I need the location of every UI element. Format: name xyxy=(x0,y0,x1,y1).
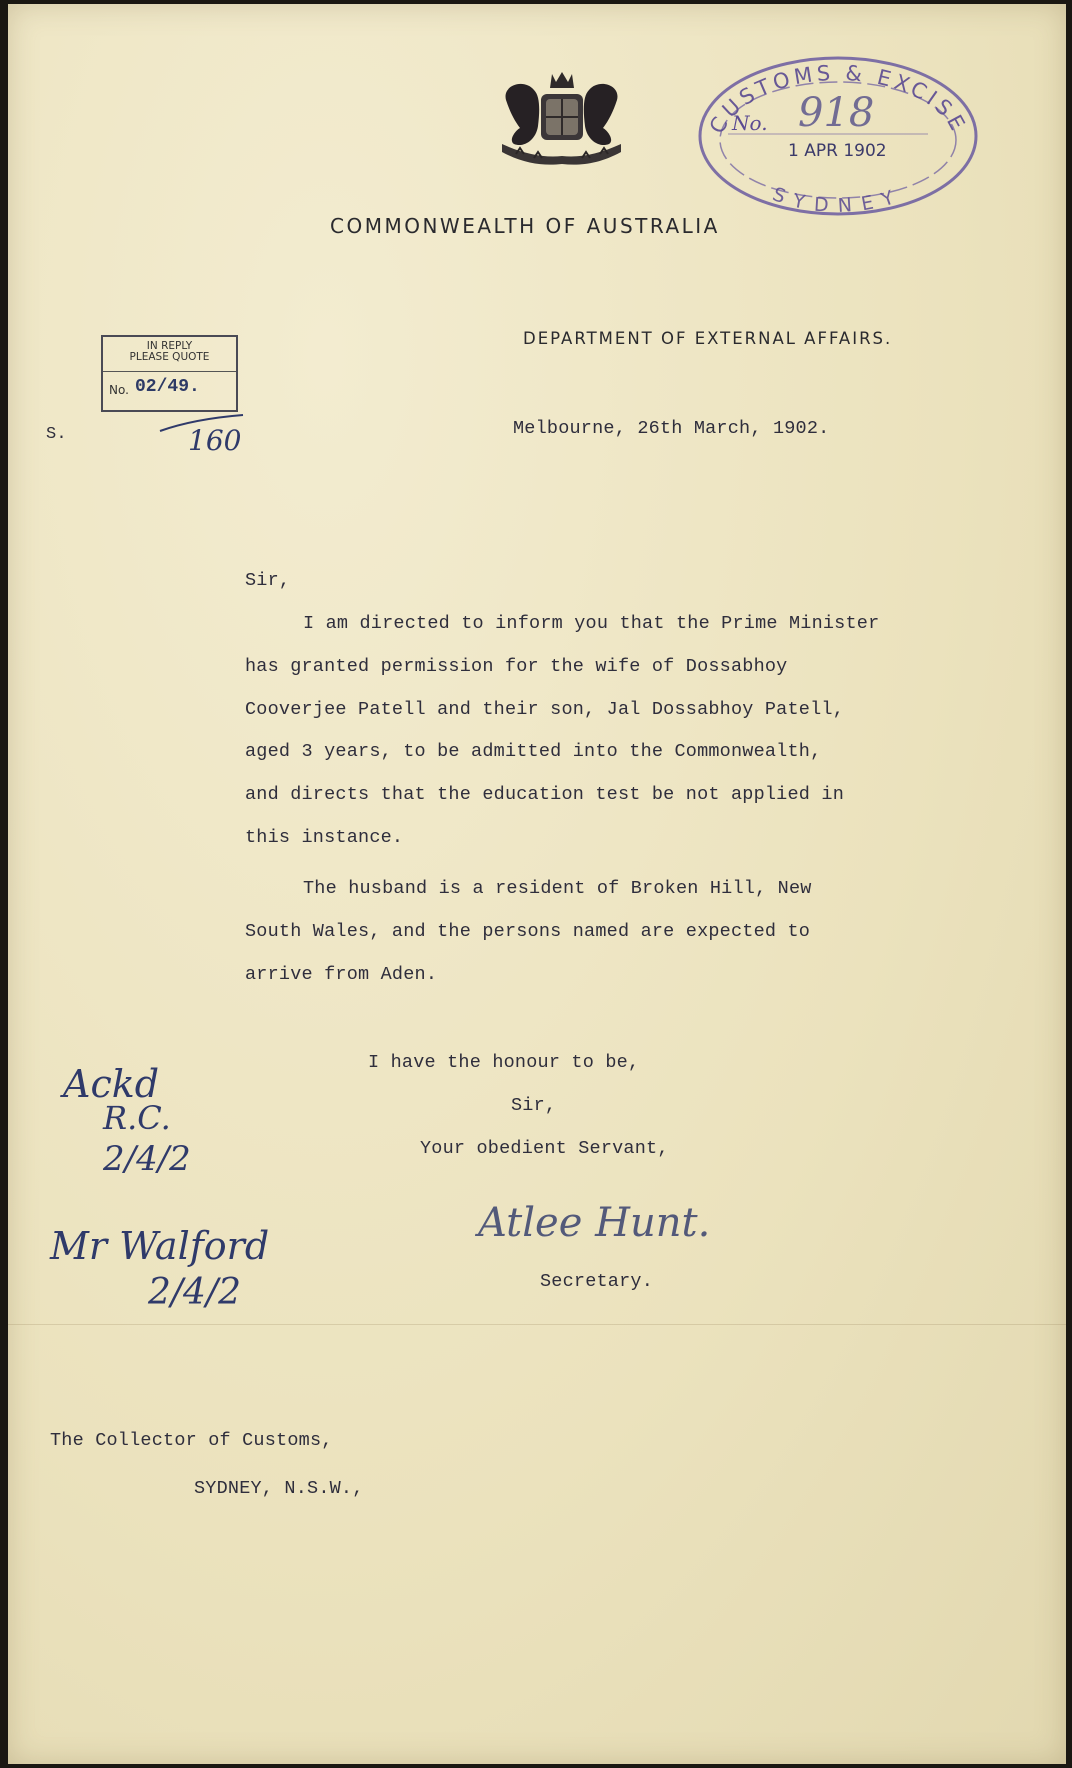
closing-line3: Your obedient Servant, xyxy=(420,1138,669,1159)
letterhead-title: COMMONWEALTH OF AUSTRALIA xyxy=(330,214,720,238)
svg-text:SYDNEY xyxy=(770,183,906,217)
closing-title: Secretary. xyxy=(540,1271,654,1292)
margin-mark: S. xyxy=(46,425,67,444)
body-line: South Wales, and the persons named are expected to xyxy=(245,921,811,942)
addressee-line2: SYDNEY, N.S.W., xyxy=(194,1478,364,1499)
closing-line2: Sir, xyxy=(511,1095,557,1116)
reply-quote-box xyxy=(101,335,238,412)
annotation-name: Mr Walford xyxy=(50,1224,270,1268)
annotation-name-date: 2/4/2 xyxy=(148,1272,241,1313)
addressee-line1: The Collector of Customs, xyxy=(50,1430,333,1451)
letter-page xyxy=(8,4,1066,1764)
salutation: Sir, xyxy=(245,570,291,591)
reply-heading-line2: PLEASE QUOTE xyxy=(129,351,210,363)
department-name: DEPARTMENT OF EXTERNAL AFFAIRS. xyxy=(523,329,893,348)
body-line: has granted permission for the wife of Dossabhoy xyxy=(245,656,788,677)
closing-line1: I have the honour to be, xyxy=(368,1052,640,1073)
signature: Atlee Hunt. xyxy=(478,1200,711,1246)
body-line: this instance. xyxy=(245,827,404,848)
body-line: aged 3 years, to be admitted into the Commonwealth, xyxy=(245,741,822,762)
coat-of-arms-crest xyxy=(494,70,629,170)
stamp-no-label: No. xyxy=(732,111,768,135)
annotation-ackd: Ackd xyxy=(63,1062,160,1106)
paper-fold-line xyxy=(8,1324,1066,1325)
stamp-bottom-text: SYDNEY xyxy=(769,183,907,218)
body-line: The husband is a resident of Broken Hill, New xyxy=(303,878,812,899)
reply-no-value: 02/49. xyxy=(135,377,200,397)
reply-heading-line1: IN REPLY xyxy=(146,340,193,352)
body-line: and directs that the education test be not applied in xyxy=(245,784,844,805)
customs-excise-stamp xyxy=(688,48,988,228)
reply-divider xyxy=(103,371,236,372)
annotation-ack-date: 2/4/2 xyxy=(103,1139,191,1179)
handwritten-ref: 160 xyxy=(188,424,242,457)
body-line: arrive from Aden. xyxy=(245,964,438,985)
stamp-no-value: 918 xyxy=(798,90,875,136)
dateline: Melbourne, 26th March, 1902. xyxy=(513,418,830,439)
reply-no-label: No. xyxy=(109,383,129,397)
body-line: Cooverjee Patell and their son, Jal Dossabhoy Patell, xyxy=(245,699,844,720)
annotation-initials: R.C. xyxy=(103,1099,171,1137)
stamp-top-text: CUSTOMS & EXCISE xyxy=(704,60,972,138)
body-line: I am directed to inform you that the Prime Minister xyxy=(303,613,880,634)
stamp-date: 1 APR 1902 xyxy=(788,141,887,161)
